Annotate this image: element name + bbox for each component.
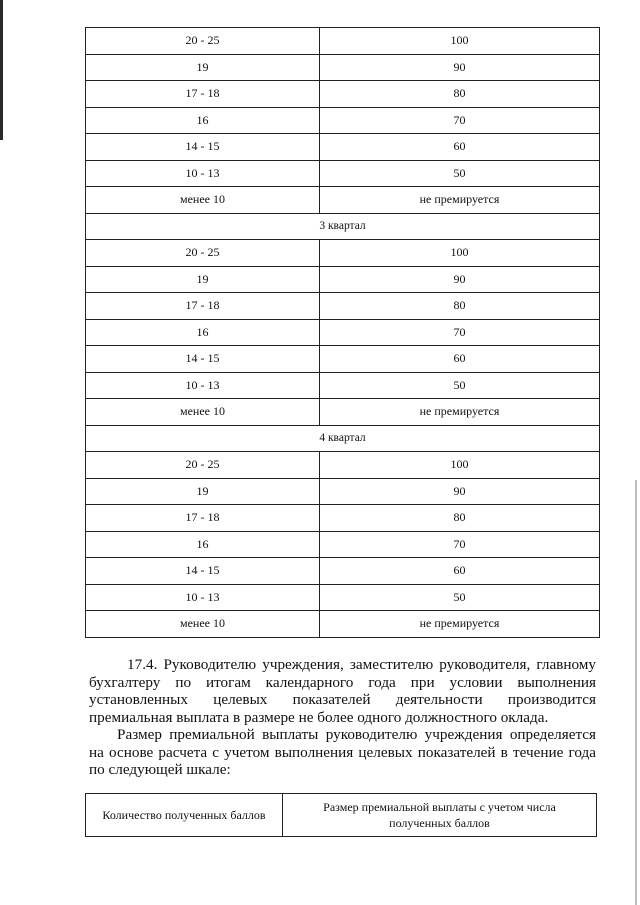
payment-cell: 90 <box>320 54 600 81</box>
score-cell: 20 - 25 <box>86 452 320 479</box>
payment-cell: не премируется <box>320 611 600 638</box>
payment-cell: 60 <box>320 134 600 161</box>
payment-cell: 80 <box>320 81 600 108</box>
score-cell: 14 - 15 <box>86 134 320 161</box>
table-row <box>86 81 600 108</box>
payment-cell: 90 <box>320 266 600 293</box>
score-cell: 16 <box>86 531 320 558</box>
score-cell: 17 - 18 <box>86 293 320 320</box>
payment-cell: 90 <box>320 478 600 505</box>
paragraph-17-4 <box>89 656 596 726</box>
score-cell: менее 10 <box>86 611 320 638</box>
table-header-row <box>86 794 597 837</box>
score-cell: 20 - 25 <box>86 240 320 267</box>
score-cell: 20 - 25 <box>86 28 320 55</box>
payment-cell: 50 <box>320 372 600 399</box>
score-cell: 10 - 13 <box>86 584 320 611</box>
payment-cell: 100 <box>320 452 600 479</box>
bonus-scale-table <box>85 793 597 837</box>
table-row <box>86 452 600 479</box>
paragraph-line: премиальная выплата в размере не более одного должностного оклада. <box>89 708 549 726</box>
score-cell: 16 <box>86 319 320 346</box>
score-cell: 14 - 15 <box>86 558 320 585</box>
table-row <box>86 319 600 346</box>
table-row <box>86 160 600 187</box>
table-row <box>86 240 600 267</box>
table-row <box>86 531 600 558</box>
paragraph-line: 17.4. Руководителю учреждения, заместителю руководителя, главному <box>127 656 596 673</box>
table-row <box>86 399 600 426</box>
score-cell: 16 <box>86 107 320 134</box>
score-cell: 14 - 15 <box>86 346 320 373</box>
payment-cell: не премируется <box>320 187 600 214</box>
quarter-header-row <box>86 213 600 240</box>
score-cell: менее 10 <box>86 399 320 426</box>
table-row <box>86 293 600 320</box>
payment-cell: 70 <box>320 531 600 558</box>
quarter-title: 4 квартал <box>86 425 600 452</box>
paragraph-line: установленных целевых показателей деятельности производится <box>89 691 596 709</box>
table-row <box>86 372 600 399</box>
table-row <box>86 187 600 214</box>
score-cell: 19 <box>86 54 320 81</box>
table-row <box>86 54 600 81</box>
score-cell: менее 10 <box>86 187 320 214</box>
payment-cell: 70 <box>320 319 600 346</box>
score-cell: 10 - 13 <box>86 372 320 399</box>
table-row <box>86 611 600 638</box>
payment-cell: 60 <box>320 558 600 585</box>
quarter-title: 3 квартал <box>86 213 600 240</box>
payment-cell: 70 <box>320 107 600 134</box>
payment-cell: не премируется <box>320 399 600 426</box>
payment-cell: 50 <box>320 584 600 611</box>
score-cell: 17 - 18 <box>86 81 320 108</box>
scan-edge-mark-right <box>635 480 637 905</box>
table-row <box>86 346 600 373</box>
table-row <box>86 558 600 585</box>
payment-cell: 60 <box>320 346 600 373</box>
payment-cell: 80 <box>320 505 600 532</box>
bonus-grade-table <box>85 27 600 638</box>
scan-edge-mark <box>0 0 3 140</box>
payment-cell: 100 <box>320 28 600 55</box>
payment-cell: 50 <box>320 160 600 187</box>
score-cell: 10 - 13 <box>86 160 320 187</box>
quarter-header-row <box>86 425 600 452</box>
paragraph-scale-intro: Размер премиальной выплаты руководителю учреждения определяется на основе расчета с учетом выполнения целевых показателей в течение года по следующей шкале: <box>89 726 596 779</box>
table-row <box>86 584 600 611</box>
payment-cell: 80 <box>320 293 600 320</box>
score-cell: 17 - 18 <box>86 505 320 532</box>
table-row <box>86 266 600 293</box>
table-row <box>86 134 600 161</box>
table-row <box>86 505 600 532</box>
column-header-points: Количество полученных баллов <box>86 794 283 837</box>
payment-cell: 100 <box>320 240 600 267</box>
table-row <box>86 478 600 505</box>
score-cell: 19 <box>86 266 320 293</box>
score-cell: 19 <box>86 478 320 505</box>
table-row <box>86 107 600 134</box>
column-header-bonus-size: Размер премиальной выплаты с учетом числа полученных баллов <box>283 794 597 837</box>
paragraph-line: бухгалтеру по итогам календарного года при условии выполнения <box>89 673 596 691</box>
table-row <box>86 28 600 55</box>
